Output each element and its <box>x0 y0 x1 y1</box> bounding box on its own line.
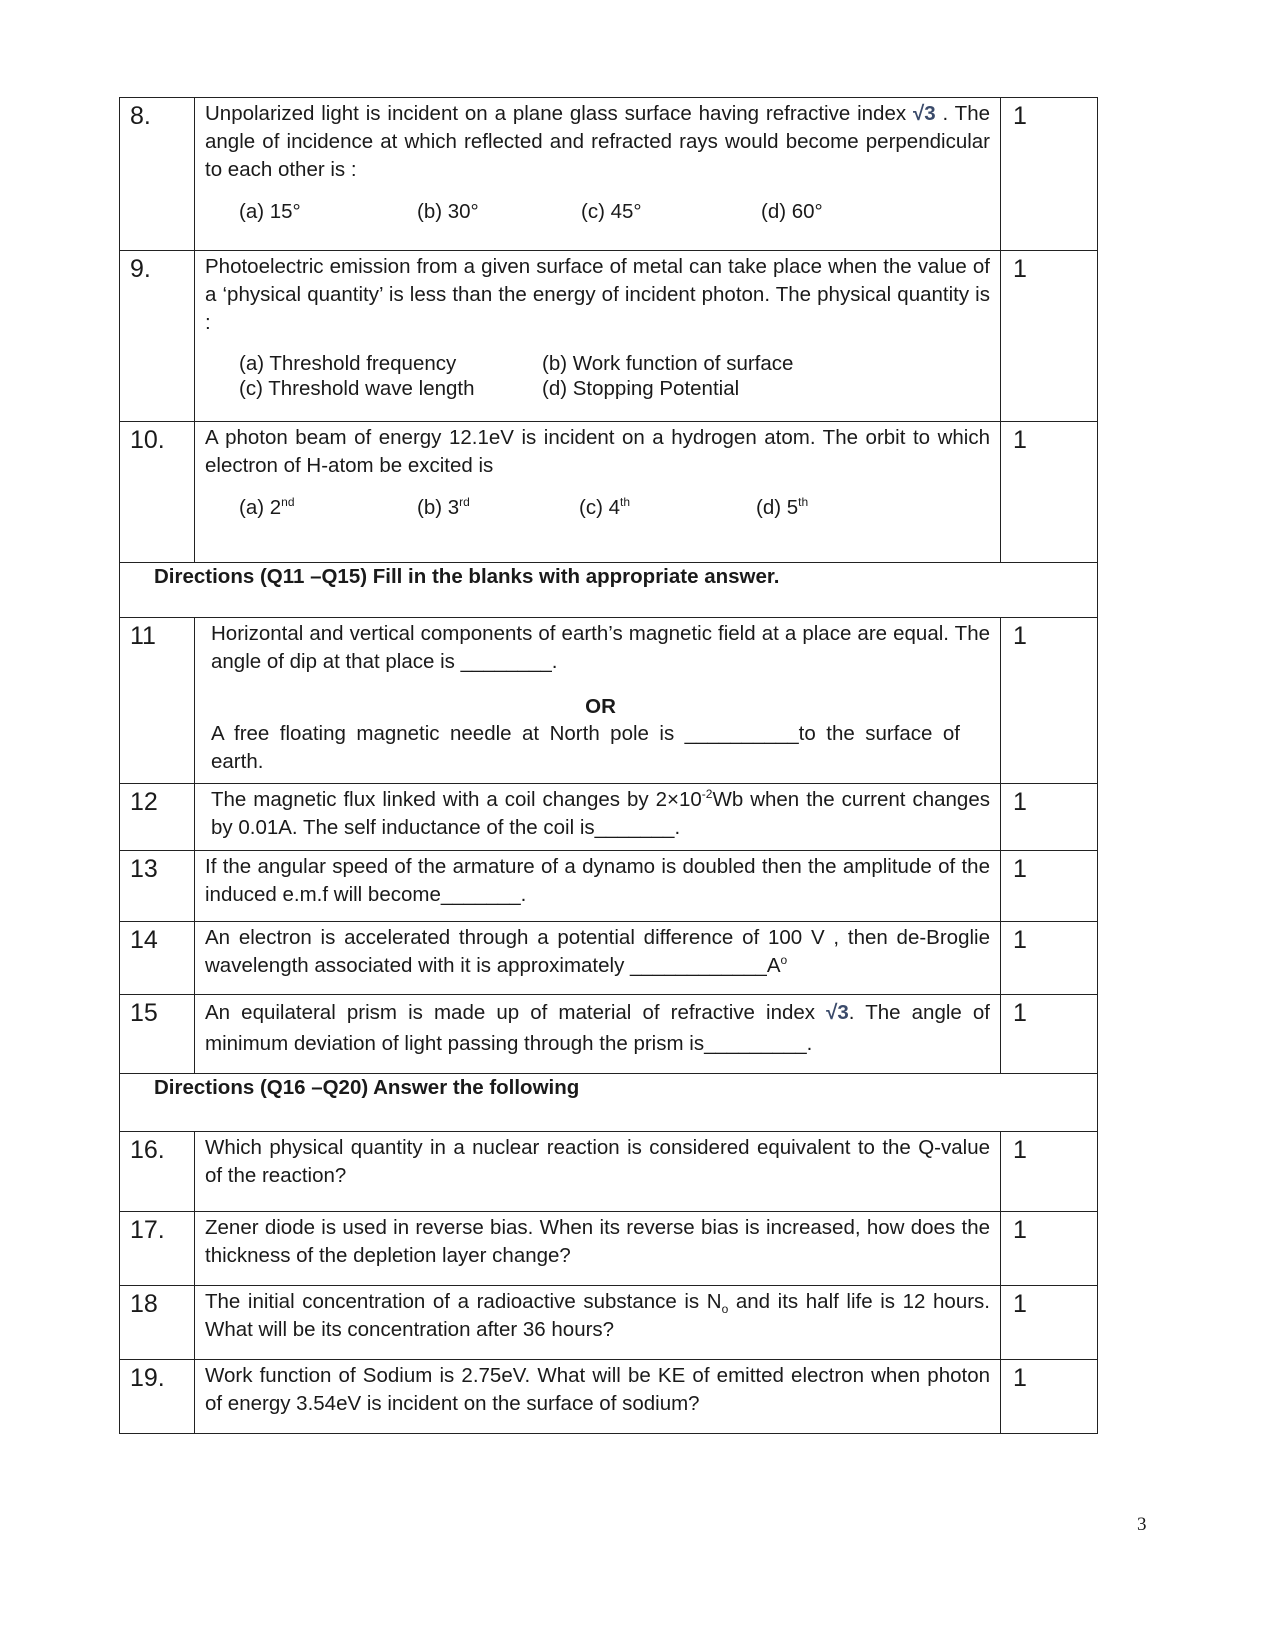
option-b: (b) Work function of surface <box>542 352 794 375</box>
directions-row <box>120 563 1098 618</box>
question-number: 10. <box>120 422 195 563</box>
question-text: The initial concentration of a radioactive substance is $N_o$ and its half life is 12 hours. What will be its concentration after 36 hours? <box>195 1286 1001 1360</box>
option-d: (d) Stopping Potential <box>542 377 740 400</box>
marks: 1 <box>1001 995 1098 1074</box>
question-table <box>119 97 1098 1434</box>
marks: 1 <box>1001 251 1098 422</box>
or-divider: OR <box>585 695 616 718</box>
question-number: 15 <box>120 995 195 1074</box>
question-row-9 <box>120 251 1098 422</box>
question-row-19 <box>120 1360 1098 1434</box>
marks: 1 <box>1001 1132 1098 1212</box>
marks: 1 <box>1001 98 1098 251</box>
question-number: 16. <box>120 1132 195 1212</box>
option-a: (a) 15° <box>239 200 301 223</box>
option-c: (c) 4th <box>579 495 631 519</box>
question-text: A photon beam of energy 12.1eV is incident on a hydrogen atom. The orbit to which electron of H-atom be excited is (a) 2nd (b) 3rd (c) 4th (d) 5th <box>195 422 1001 563</box>
option-d: (d) 5th <box>756 495 809 519</box>
question-row-15 <box>120 995 1098 1074</box>
sqrt-three-symbol: √3 <box>826 1001 849 1024</box>
directions-heading: Directions (Q16 –Q20) Answer the following <box>120 1074 1098 1132</box>
option-b: (b) 3rd <box>417 495 470 519</box>
question-number: 12 <box>120 784 195 851</box>
question-number: 11 <box>120 618 195 784</box>
marks: 1 <box>1001 922 1098 995</box>
question-text: An equilateral prism is made up of material of refractive index √3. The angle of minimum deviation of light passing through the prism is_________. <box>195 995 1001 1074</box>
question-number: 18 <box>120 1286 195 1360</box>
question-text: Unpolarized light is incident on a plane glass surface having refractive index √3 . The angle of incidence at which reflected and refracted rays would become perpendicular to each other is : (a) 15° (b) 30° (c) 45° (d) 60° <box>195 98 1001 251</box>
sqrt-three-symbol: √3 <box>912 102 936 125</box>
marks: 1 <box>1001 1212 1098 1286</box>
question-number: 8. <box>120 98 195 251</box>
question-row-10 <box>120 422 1098 563</box>
question-text: An electron is accelerated through a potential difference of 100 V , then de-Broglie wavelength associated with it is approximately $\_\_\_\_\_\_\_\_\_\_\_\_A^o$ <box>195 922 1001 995</box>
question-number: 14 <box>120 922 195 995</box>
question-row-17 <box>120 1212 1098 1286</box>
question-text: If the angular speed of the armature of a dynamo is doubled then the amplitude of the induced e.m.f will become_______. <box>195 851 1001 922</box>
question-row-14 <box>120 922 1098 995</box>
options <box>205 494 990 522</box>
question-text: Which physical quantity in a nuclear reaction is considered equivalent to the Q-value of the reaction? <box>195 1132 1001 1212</box>
option-c: (c) 45° <box>581 200 642 223</box>
question-number: 9. <box>120 251 195 422</box>
marks: 1 <box>1001 784 1098 851</box>
question-row-8 <box>120 98 1098 251</box>
marks: 1 <box>1001 618 1098 784</box>
question-row-11 <box>120 618 1098 784</box>
marks: 1 <box>1001 422 1098 563</box>
marks: 1 <box>1001 1286 1098 1360</box>
question-number: 17. <box>120 1212 195 1286</box>
option-b: (b) 30° <box>417 200 479 223</box>
alternative-question: A free floating magnetic needle at North pole is __________to the surface of earth. <box>211 722 960 773</box>
marks: 1 <box>1001 1360 1098 1434</box>
option-a: (a) Threshold frequency <box>239 352 457 375</box>
question-row-18 <box>120 1286 1098 1360</box>
question-text: Zener diode is used in reverse bias. When its reverse bias is increased, how does the thickness of the depletion layer change? <box>195 1212 1001 1286</box>
directions-row <box>120 1074 1098 1132</box>
marks: 1 <box>1001 851 1098 922</box>
question-number: 19. <box>120 1360 195 1434</box>
question-text: Work function of Sodium is 2.75eV. What will be KE of emitted electron when photon of energy 3.54eV is incident on the surface of sodium? <box>195 1360 1001 1434</box>
question-row-12 <box>120 784 1098 851</box>
page-number: 3 <box>1137 1514 1147 1535</box>
option-c: (c) Threshold wave length <box>239 377 475 400</box>
question-number: 13 <box>120 851 195 922</box>
options <box>205 351 990 401</box>
question-text: The magnetic flux linked with a coil changes by $2\times 10^{-2}Wb$ when the current changes by 0.01A. The self inductance of the coil is_______. <box>195 784 1001 851</box>
directions-heading: Directions (Q11 –Q15) Fill in the blanks with appropriate answer. <box>120 563 1098 618</box>
question-text: Horizontal and vertical components of earth’s magnetic field at a place are equal. The angle of dip at that place is ________. OR A free floating magnetic needle at North pole is __________to the surface of earth. <box>195 618 1001 784</box>
options <box>205 198 990 226</box>
question-text: Photoelectric emission from a given surface of metal can take place when the value of a ‘physical quantity’ is less than the energy of incident photon. The physical quantity is : (a) Threshold frequency (b) Work function of surface (c) Threshold wave length (d) Stopping Potential <box>195 251 1001 422</box>
option-d: (d) 60° <box>761 200 823 223</box>
question-row-13 <box>120 851 1098 922</box>
option-a: (a) 2nd <box>239 495 295 519</box>
question-row-16 <box>120 1132 1098 1212</box>
